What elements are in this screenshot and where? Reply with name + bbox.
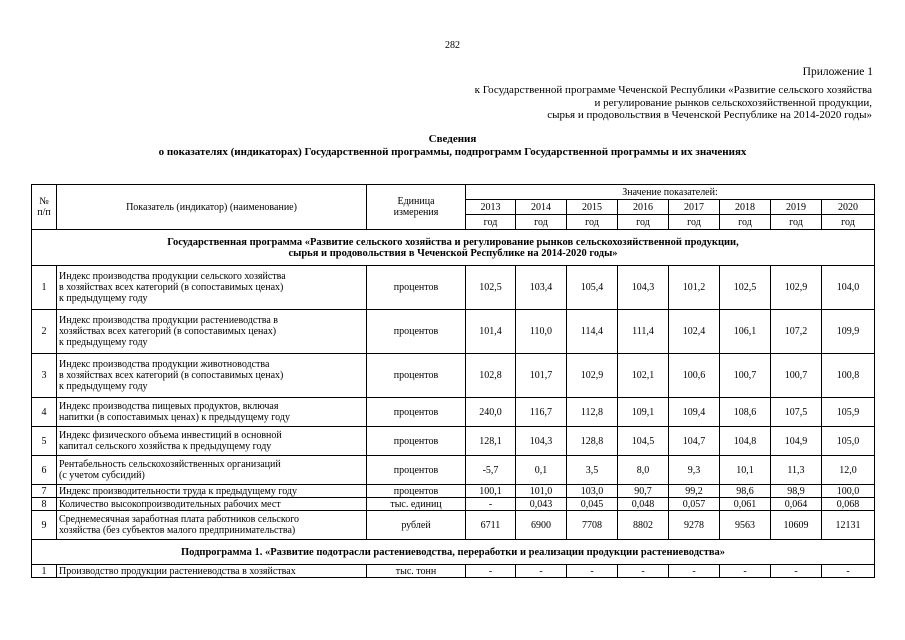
- value-cell: 105,0: [822, 427, 875, 456]
- header-year-suffix: год: [669, 215, 720, 230]
- unit-cell: процентов: [367, 427, 466, 456]
- value-cell: 104,3: [516, 427, 567, 456]
- value-cell: 12,0: [822, 456, 875, 485]
- value-cell: 102,5: [720, 266, 771, 310]
- section-title: Подпрограмма 1. «Развитие подотрасли растениеводства, переработки и реализации продукции растениеводства»: [32, 540, 875, 565]
- value-cell: 104,8: [720, 427, 771, 456]
- subtitle-line: к Государственной программе Чеченской Республики «Развитие сельского хозяйства: [474, 84, 872, 96]
- value-cell: 128,8: [567, 427, 618, 456]
- table-row: [32, 485, 875, 498]
- value-cell: 9,3: [669, 456, 720, 485]
- value-cell: 98,6: [720, 485, 771, 498]
- indicator-name: Индекс производства продукции сельского хозяйства в хозяйствах всех категорий (в сопоставимых ценах) к предыдущему году: [57, 266, 367, 310]
- header-year: 2015: [567, 200, 618, 215]
- value-cell: 104,9: [771, 427, 822, 456]
- value-cell: 90,7: [618, 485, 669, 498]
- row-number: 8: [32, 498, 57, 511]
- header-values-group: Значение показателей:: [466, 185, 875, 200]
- value-cell: 100,0: [822, 485, 875, 498]
- value-cell: 10609: [771, 511, 822, 540]
- page-number: 282: [445, 40, 460, 51]
- heading-line: Сведения: [428, 133, 477, 145]
- indicator-name: Индекс физического объема инвестиций в основной капитал сельского хозяйства к предыдущему году: [57, 427, 367, 456]
- unit-cell: процентов: [367, 485, 466, 498]
- value-cell: 107,2: [771, 310, 822, 354]
- value-cell: 0,061: [720, 498, 771, 511]
- table-row: [32, 266, 875, 310]
- value-cell: 6711: [466, 511, 516, 540]
- table-row: [32, 511, 875, 540]
- value-cell: 101,2: [669, 266, 720, 310]
- value-cell: 128,1: [466, 427, 516, 456]
- unit-cell: тыс. единиц: [367, 498, 466, 511]
- value-cell: 6900: [516, 511, 567, 540]
- appendix-subtitle: [475, 84, 872, 122]
- value-cell: 0,1: [516, 456, 567, 485]
- indicators-table: [31, 184, 875, 578]
- row-number: 6: [32, 456, 57, 485]
- row-number: 1: [32, 266, 57, 310]
- value-cell: -: [771, 565, 822, 578]
- value-cell: 100,8: [822, 354, 875, 398]
- value-cell: -: [720, 565, 771, 578]
- table-row: [32, 310, 875, 354]
- header-year: 2020: [822, 200, 875, 215]
- header-year-suffix: год: [466, 215, 516, 230]
- unit-cell: процентов: [367, 266, 466, 310]
- value-cell: 101,7: [516, 354, 567, 398]
- header-year: 2017: [669, 200, 720, 215]
- value-cell: 100,7: [771, 354, 822, 398]
- header-unit: Единица измерения: [367, 185, 466, 230]
- table-body: [32, 185, 875, 578]
- value-cell: 105,4: [567, 266, 618, 310]
- row-number: 2: [32, 310, 57, 354]
- value-cell: 0,068: [822, 498, 875, 511]
- appendix-label: Приложение 1: [802, 66, 873, 78]
- heading-line: о показателях (индикаторах) Государственной программы, подпрограмм Государственной программы и их значениях: [158, 146, 747, 158]
- value-cell: 0,045: [567, 498, 618, 511]
- header-year-suffix: год: [771, 215, 822, 230]
- value-cell: -5,7: [466, 456, 516, 485]
- value-cell: 7708: [567, 511, 618, 540]
- subtitle-line: и регулирование рынков сельскохозяйственной продукции,: [594, 96, 872, 109]
- row-number: 1: [32, 565, 57, 578]
- indicator-name: Среднемесячная заработная плата работников сельского хозяйства (без субъектов малого предпринимательства): [57, 511, 367, 540]
- value-cell: 106,1: [720, 310, 771, 354]
- value-cell: 102,9: [567, 354, 618, 398]
- indicator-name: Индекс производства пищевых продуктов, включая напитки (в сопоставимых ценах) к предыдущему году: [57, 398, 367, 427]
- header-year: 2014: [516, 200, 567, 215]
- value-cell: -: [466, 565, 516, 578]
- value-cell: 0,057: [669, 498, 720, 511]
- row-number: 7: [32, 485, 57, 498]
- row-number: 5: [32, 427, 57, 456]
- value-cell: 104,5: [618, 427, 669, 456]
- value-cell: 103,4: [516, 266, 567, 310]
- value-cell: 116,7: [516, 398, 567, 427]
- value-cell: 109,9: [822, 310, 875, 354]
- value-cell: 3,5: [567, 456, 618, 485]
- value-cell: 99,2: [669, 485, 720, 498]
- document-heading: [0, 133, 905, 159]
- value-cell: 102,4: [669, 310, 720, 354]
- value-cell: 105,9: [822, 398, 875, 427]
- header-year-suffix: год: [567, 215, 618, 230]
- value-cell: 107,5: [771, 398, 822, 427]
- header-name: Показатель (индикатор) (наименование): [57, 185, 367, 230]
- value-cell: 12131: [822, 511, 875, 540]
- indicator-name: Количество высокопроизводительных рабочих мест: [57, 498, 367, 511]
- value-cell: 103,0: [567, 485, 618, 498]
- value-cell: 112,8: [567, 398, 618, 427]
- value-cell: 0,064: [771, 498, 822, 511]
- indicator-name: Индекс производительности труда к предыдущему году: [57, 485, 367, 498]
- value-cell: 109,1: [618, 398, 669, 427]
- value-cell: 240,0: [466, 398, 516, 427]
- table-row: [32, 565, 875, 578]
- unit-cell: тыс. тонн: [367, 565, 466, 578]
- value-cell: -: [669, 565, 720, 578]
- table-row: [32, 354, 875, 398]
- unit-cell: процентов: [367, 398, 466, 427]
- value-cell: 9278: [669, 511, 720, 540]
- header-year-suffix: год: [720, 215, 771, 230]
- value-cell: 8802: [618, 511, 669, 540]
- header-year: 2018: [720, 200, 771, 215]
- unit-cell: рублей: [367, 511, 466, 540]
- row-number: 3: [32, 354, 57, 398]
- value-cell: 98,9: [771, 485, 822, 498]
- value-cell: 100,6: [669, 354, 720, 398]
- value-cell: 102,5: [466, 266, 516, 310]
- value-cell: -: [466, 498, 516, 511]
- value-cell: 101,4: [466, 310, 516, 354]
- unit-cell: процентов: [367, 456, 466, 485]
- value-cell: 111,4: [618, 310, 669, 354]
- value-cell: 102,8: [466, 354, 516, 398]
- value-cell: -: [516, 565, 567, 578]
- indicator-name: Индекс производства продукции растениеводства в хозяйствах всех категорий (в сопоставимых ценах) к предыдущему году: [57, 310, 367, 354]
- header-year: 2016: [618, 200, 669, 215]
- indicator-name: Индекс производства продукции животноводства в хозяйствах всех категорий (в сопоставимых ценах) к предыдущему году: [57, 354, 367, 398]
- header-year-suffix: год: [516, 215, 567, 230]
- value-cell: -: [822, 565, 875, 578]
- value-cell: 104,3: [618, 266, 669, 310]
- section-row: [32, 230, 875, 266]
- header-year: 2019: [771, 200, 822, 215]
- value-cell: 0,043: [516, 498, 567, 511]
- row-number: 4: [32, 398, 57, 427]
- header-year-suffix: год: [618, 215, 669, 230]
- section-title: Государственная программа «Развитие сельского хозяйства и регулирование рынков сельскохозяйственной продукции, сырья и продовольствия в Чеченской Республике на 2014-2020 годы»: [32, 230, 875, 266]
- value-cell: 104,0: [822, 266, 875, 310]
- value-cell: 8,0: [618, 456, 669, 485]
- value-cell: 109,4: [669, 398, 720, 427]
- value-cell: 102,1: [618, 354, 669, 398]
- value-cell: 110,0: [516, 310, 567, 354]
- value-cell: 100,7: [720, 354, 771, 398]
- value-cell: 9563: [720, 511, 771, 540]
- value-cell: 11,3: [771, 456, 822, 485]
- table-row: [32, 427, 875, 456]
- header-num: № п/п: [32, 185, 57, 230]
- row-number: 9: [32, 511, 57, 540]
- unit-cell: процентов: [367, 354, 466, 398]
- value-cell: -: [567, 565, 618, 578]
- value-cell: 104,7: [669, 427, 720, 456]
- indicator-name: Производство продукции растениеводства в хозяйствах: [57, 565, 367, 578]
- value-cell: 108,6: [720, 398, 771, 427]
- value-cell: 101,0: [516, 485, 567, 498]
- value-cell: 10,1: [720, 456, 771, 485]
- value-cell: -: [618, 565, 669, 578]
- table-row: [32, 456, 875, 485]
- section-row: [32, 540, 875, 565]
- value-cell: 100,1: [466, 485, 516, 498]
- value-cell: 114,4: [567, 310, 618, 354]
- table-row: [32, 398, 875, 427]
- value-cell: 102,9: [771, 266, 822, 310]
- indicator-name: Рентабельность сельскохозяйственных организаций (с учетом субсидий): [57, 456, 367, 485]
- value-cell: 0,048: [618, 498, 669, 511]
- header-year-suffix: год: [822, 215, 875, 230]
- header-year: 2013: [466, 200, 516, 215]
- table-row: [32, 498, 875, 511]
- subtitle-line: сырья и продовольствия в Чеченской Республике на 2014-2020 годы»: [547, 109, 872, 121]
- unit-cell: процентов: [367, 310, 466, 354]
